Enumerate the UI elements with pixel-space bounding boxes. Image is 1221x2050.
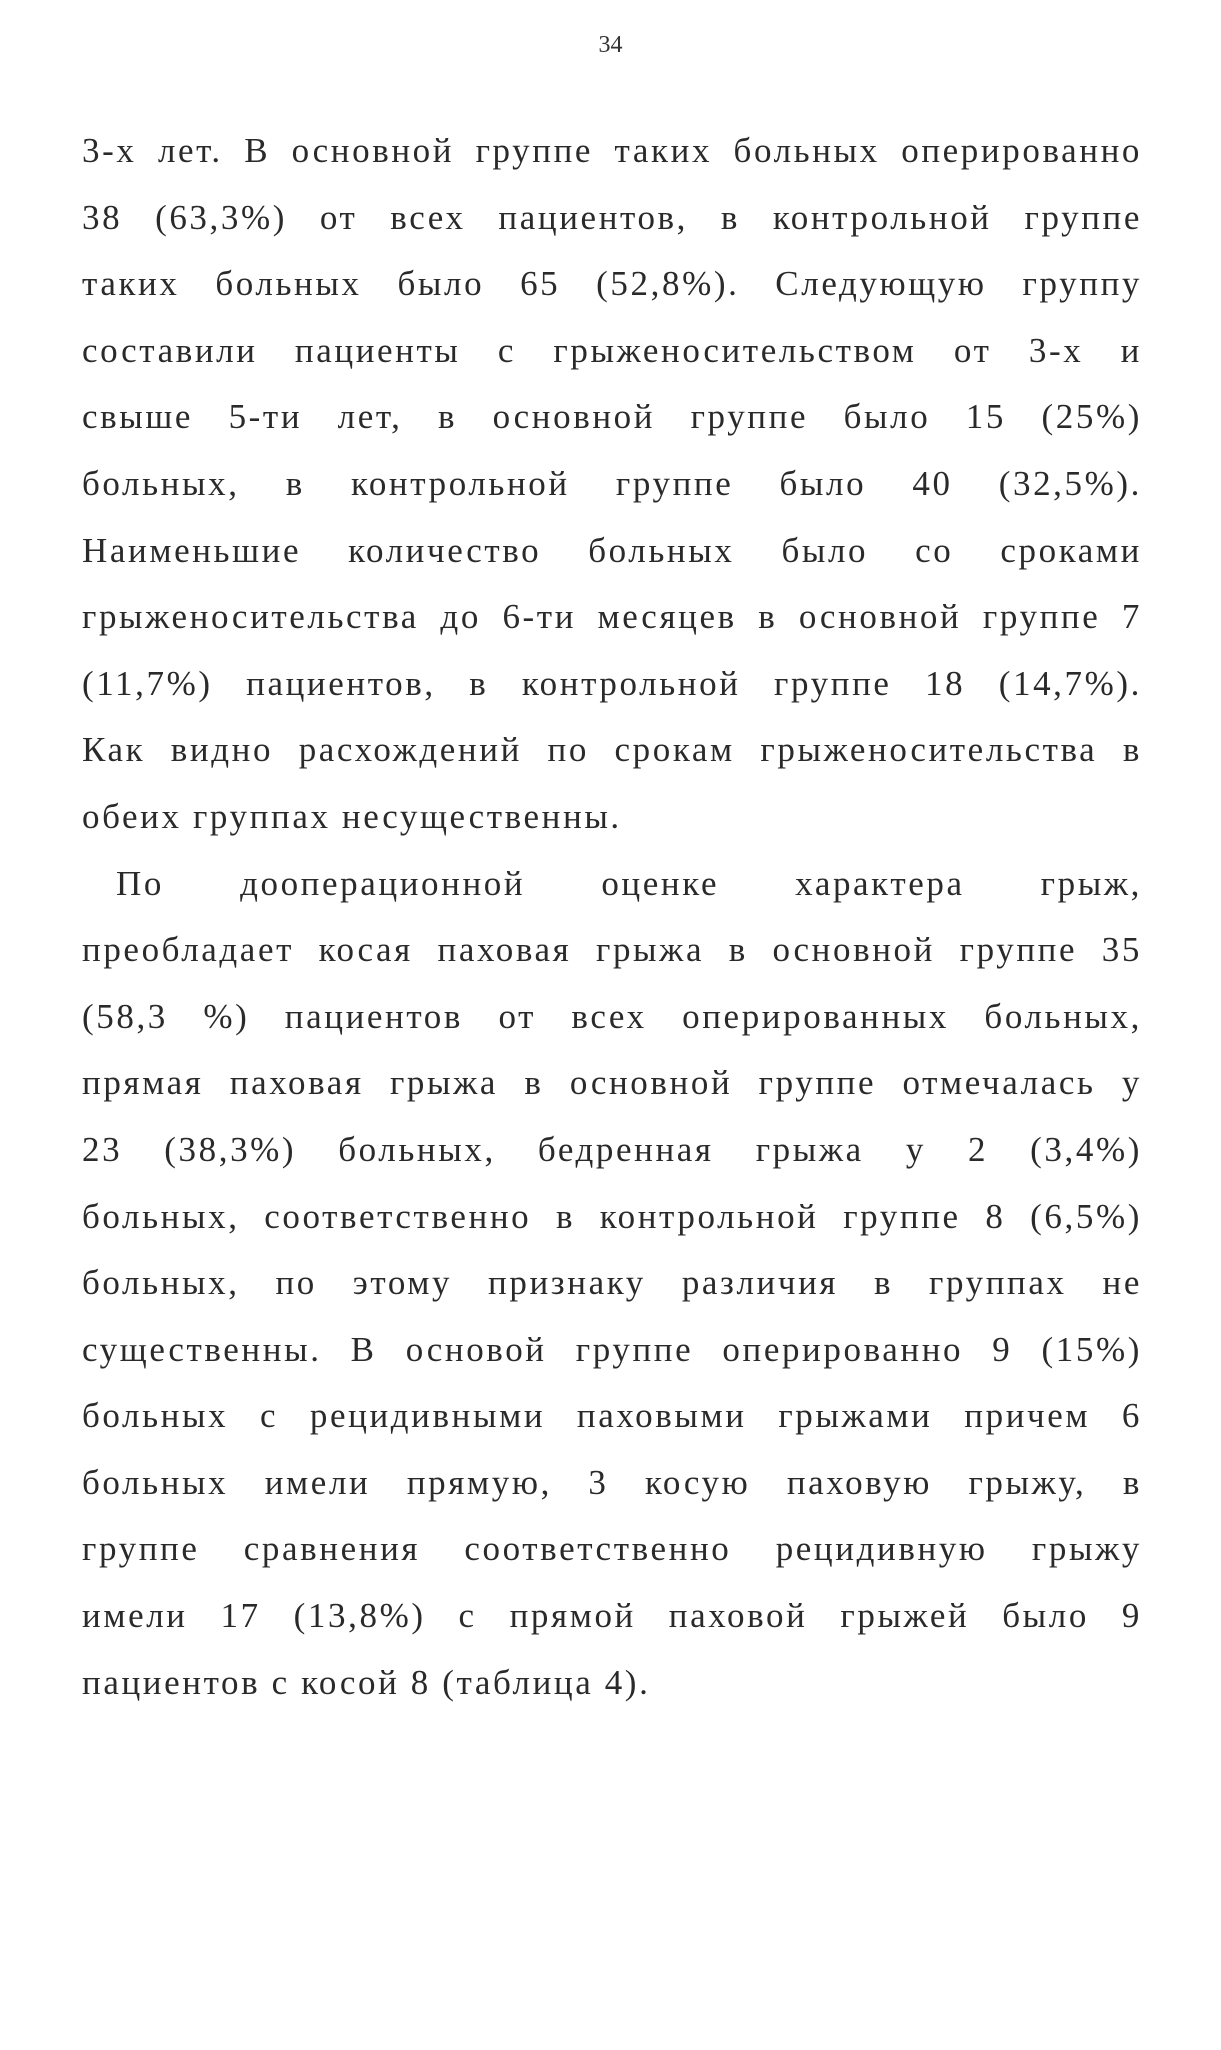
body-text bbox=[82, 118, 1142, 1716]
text-line: Наименьшие количество больных было со сроками bbox=[82, 530, 1142, 570]
text-line: 3-х лет. В основной группе таких больных оперированно bbox=[82, 131, 1142, 170]
text-line: преобладает косая паховая грыжа в основной группе 35 bbox=[82, 930, 1142, 970]
text-line: (11,7%) пациентов, в контрольной группе 18 (14,7%). bbox=[82, 663, 1142, 703]
text-line: 38 (63,3%) от всех пациентов, в контрольной группе bbox=[82, 197, 1142, 237]
text-line: составили пациенты с грыженосительством от 3-х и bbox=[82, 330, 1142, 370]
text-line: пациентов с косой 8 (таблица 4). bbox=[82, 1662, 651, 1702]
text-line: прямая паховая грыжа в основной группе отмечалась у bbox=[82, 1063, 1142, 1103]
text-line: грыженосительства до 6-ти месяцев в основной группе 7 bbox=[82, 597, 1142, 637]
text-line: свыше 5-ти лет, в основной группе было 15 (25%) bbox=[82, 397, 1142, 437]
text-line: больных, соответственно в контрольной группе 8 (6,5%) bbox=[82, 1196, 1142, 1236]
text-line: 23 (38,3%) больных, бедренная грыжа у 2 (3,4%) bbox=[82, 1129, 1142, 1169]
paragraph-first-line: По дооперационной оценке характера грыж, bbox=[116, 863, 1142, 903]
text-line: больных, в контрольной группе было 40 (32,5%). bbox=[82, 463, 1142, 503]
text-line: обеих группах несущественны. bbox=[82, 796, 622, 836]
text-line: Как видно расхождений по срокам грыженосительства в bbox=[82, 730, 1142, 770]
page-number: 34 bbox=[598, 32, 623, 58]
text-line: имели 17 (13,8%) с прямой паховой грыжей было 9 bbox=[82, 1596, 1142, 1636]
text-line: больных, по этому признаку различия в группах не bbox=[82, 1263, 1142, 1303]
text-line: таких больных было 65 (52,8%). Следующую группу bbox=[82, 264, 1142, 304]
text-line: больных имели прямую, 3 косую паховую грыжу, в bbox=[82, 1462, 1142, 1502]
text-line: (58,3 %) пациентов от всех оперированных больных, bbox=[82, 996, 1142, 1036]
text-line: больных с рецидивными паховыми грыжами причем 6 bbox=[82, 1396, 1142, 1436]
text-line: группе сравнения соответственно рецидивную грыжу bbox=[82, 1529, 1142, 1569]
text-line: существенны. В основой группе оперированно 9 (15%) bbox=[82, 1329, 1142, 1369]
